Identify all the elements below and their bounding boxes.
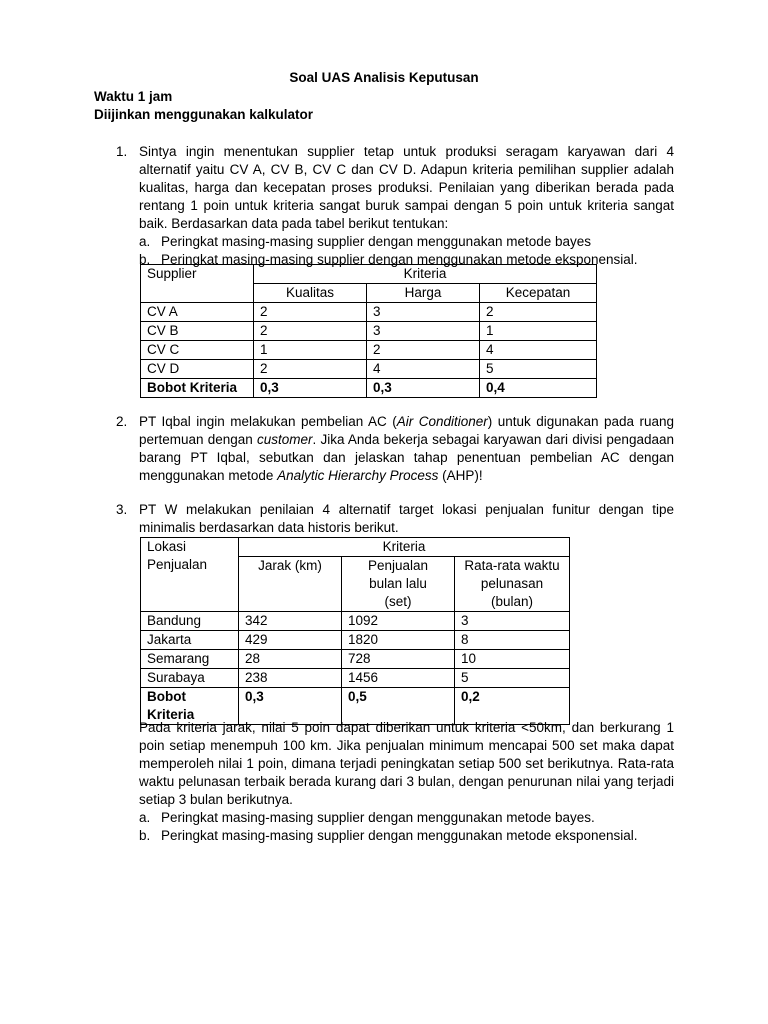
- header-line: pelunasan: [480, 576, 544, 591]
- table-cell: CV B: [141, 322, 254, 341]
- table-cell: 28: [239, 650, 342, 669]
- table-header: Kualitas: [254, 284, 367, 303]
- question-3: [94, 501, 674, 537]
- table-cell: 3: [367, 322, 480, 341]
- table-header: Kriteria: [239, 538, 570, 557]
- text-run: ) untuk digunakan pada ruang pertemuan dengan: [139, 414, 675, 447]
- sub-label: b.: [139, 828, 151, 843]
- table-cell: 4: [480, 341, 597, 360]
- location-criteria-table: [140, 537, 570, 725]
- table-row: [141, 341, 597, 360]
- question-text: PT W melakukan penilaian 4 alternatif target lokasi penjualan funitur dengan tipe minimalis berdasarkan data historis berikut.: [139, 502, 674, 535]
- table-cell: 728: [342, 650, 455, 669]
- sub-text: Peringkat masing-masing supplier dengan menggunakan metode bayes: [161, 234, 592, 249]
- table-cell: Semarang: [141, 650, 239, 669]
- table-cell: 0,5: [342, 688, 455, 725]
- table-cell: CV C: [141, 341, 254, 360]
- table-header: [342, 557, 455, 612]
- table-cell: Jakarta: [141, 631, 239, 650]
- table-header: Jarak (km): [239, 557, 342, 612]
- table-header: Supplier: [141, 265, 254, 303]
- table-cell: 1: [480, 322, 597, 341]
- table-cell: 2: [480, 303, 597, 322]
- text-run: PT Iqbal ingin melakukan pembelian AC (: [139, 414, 397, 429]
- exam-calculator-note: Diijinkan menggunakan kalkulator: [94, 107, 314, 122]
- header-line: Lokasi: [147, 539, 187, 554]
- table-row: [141, 360, 597, 379]
- table-cell: 5: [455, 669, 570, 688]
- table-row-weights: [141, 379, 597, 398]
- cell-line: Kriteria: [147, 707, 195, 722]
- text-run: . Jika Anda bekerja sebagai karyawan dari divisi pengadaan barang PT Iqbal, sebutkan dan jelaskan tahap penentuan pembelian AC dengan menggunakan metode: [139, 432, 674, 483]
- cell-line: Bobot: [147, 689, 186, 704]
- table-cell: 1456: [342, 669, 455, 688]
- table-cell: 3: [455, 612, 570, 631]
- sub-label: a.: [139, 234, 151, 249]
- sub-text: Peringkat masing-masing supplier dengan menggunakan metode eksponensial.: [161, 828, 638, 843]
- document-title: Soal UAS Analisis Keputusan: [289, 70, 479, 85]
- table-cell: 0,3: [239, 688, 342, 725]
- table-row: [141, 669, 570, 688]
- question-text: Pada kriteria jarak, nilai 5 poin dapat diberikan untuk kriteria <50km, dan berkurang 1 poin setiap menempuh 100 km. Jika penjualan minimum mencapai 500 set maka dapat memperoleh nilai 1 poin, dimana terjadi peningkatan setiap 500 set berikutnya. Rata-rata waktu pelunasan terbaik berada kurang dari 3 bulan, dengan penurunan nilai yang terjadi setiap 3 bulan berikutnya.: [139, 720, 674, 807]
- table-cell: 2: [254, 360, 367, 379]
- text-run-italic: Analytic Hierarchy Process: [277, 468, 439, 483]
- table-cell: 4: [367, 360, 480, 379]
- header-line: Rata-rata waktu: [464, 558, 560, 573]
- sub-label: b.: [139, 252, 151, 267]
- table-row: [141, 650, 570, 669]
- table-cell: 3: [367, 303, 480, 322]
- question-1: [94, 143, 674, 269]
- table-row: [141, 631, 570, 650]
- header-line: Penjualan: [147, 557, 208, 572]
- header-line: bulan lalu: [369, 576, 427, 591]
- table-row: [141, 322, 597, 341]
- table-row: [141, 612, 570, 631]
- question-number: 1.: [116, 144, 128, 159]
- supplier-criteria-table: [140, 264, 597, 398]
- table-header: Harga: [367, 284, 480, 303]
- question-number: 3.: [116, 502, 128, 517]
- table-row: [141, 303, 597, 322]
- sub-question-b: [139, 827, 674, 845]
- table-cell: 1820: [342, 631, 455, 650]
- table-cell: Surabaya: [141, 669, 239, 688]
- text-run-italic: customer: [256, 432, 313, 447]
- question-2: [94, 413, 674, 485]
- sub-question-a: [139, 233, 674, 251]
- question-text: [139, 413, 674, 485]
- table-cell: 1: [254, 341, 367, 360]
- table-header: [141, 538, 239, 612]
- table-cell: 1092: [342, 612, 455, 631]
- table-cell: 0,3: [254, 379, 367, 398]
- table-cell: 0,3: [367, 379, 480, 398]
- table-cell: 342: [239, 612, 342, 631]
- question-3-continuation: [139, 719, 674, 845]
- table-cell: 2: [367, 341, 480, 360]
- sub-text: Peringkat masing-masing supplier dengan menggunakan metode eksponensial.: [161, 252, 638, 267]
- table-cell: Bobot Kriteria: [141, 379, 254, 398]
- table-cell: 0,2: [455, 688, 570, 725]
- header-line: (bulan): [490, 594, 534, 609]
- table-cell: 8: [455, 631, 570, 650]
- sub-text: Peringkat masing-masing supplier dengan menggunakan metode bayes.: [161, 810, 595, 825]
- table-cell: 5: [480, 360, 597, 379]
- question-number: 2.: [116, 414, 128, 429]
- table-cell: 2: [254, 303, 367, 322]
- table-header: Kriteria: [254, 265, 597, 284]
- header-line: (set): [384, 594, 412, 609]
- sub-label: a.: [139, 810, 151, 825]
- question-text: Sintya ingin menentukan supplier tetap untuk produksi seragam karyawan dari 4 alternatif yaitu CV A, CV B, CV C dan CV D. Adapun kriteria pemilihan supplier adalah kualitas, harga dan kecepatan proses produksi. Penilaian yang diberikan berada pada rentang 1 poin untuk kriteria sangat buruk sampai dengan 5 poin untuk kriteria sangat baik. Berdasarkan data pada tabel berikut tentukan:: [139, 144, 674, 231]
- table-cell: CV D: [141, 360, 254, 379]
- table-cell: 238: [239, 669, 342, 688]
- table-header: Kecepatan: [480, 284, 597, 303]
- table-cell: 10: [455, 650, 570, 669]
- header-line: Penjualan: [367, 558, 429, 573]
- text-run: (AHP)!: [438, 468, 483, 483]
- exam-meta: [94, 88, 313, 124]
- table-header: [455, 557, 570, 612]
- sub-question-a: [139, 809, 674, 827]
- table-cell: CV A: [141, 303, 254, 322]
- table-cell: 2: [254, 322, 367, 341]
- exam-duration: Waktu 1 jam: [94, 89, 173, 104]
- table-cell: Bandung: [141, 612, 239, 631]
- text-run-italic: Air Conditioner: [396, 414, 488, 429]
- table-cell: 0,4: [480, 379, 597, 398]
- table-cell: 429: [239, 631, 342, 650]
